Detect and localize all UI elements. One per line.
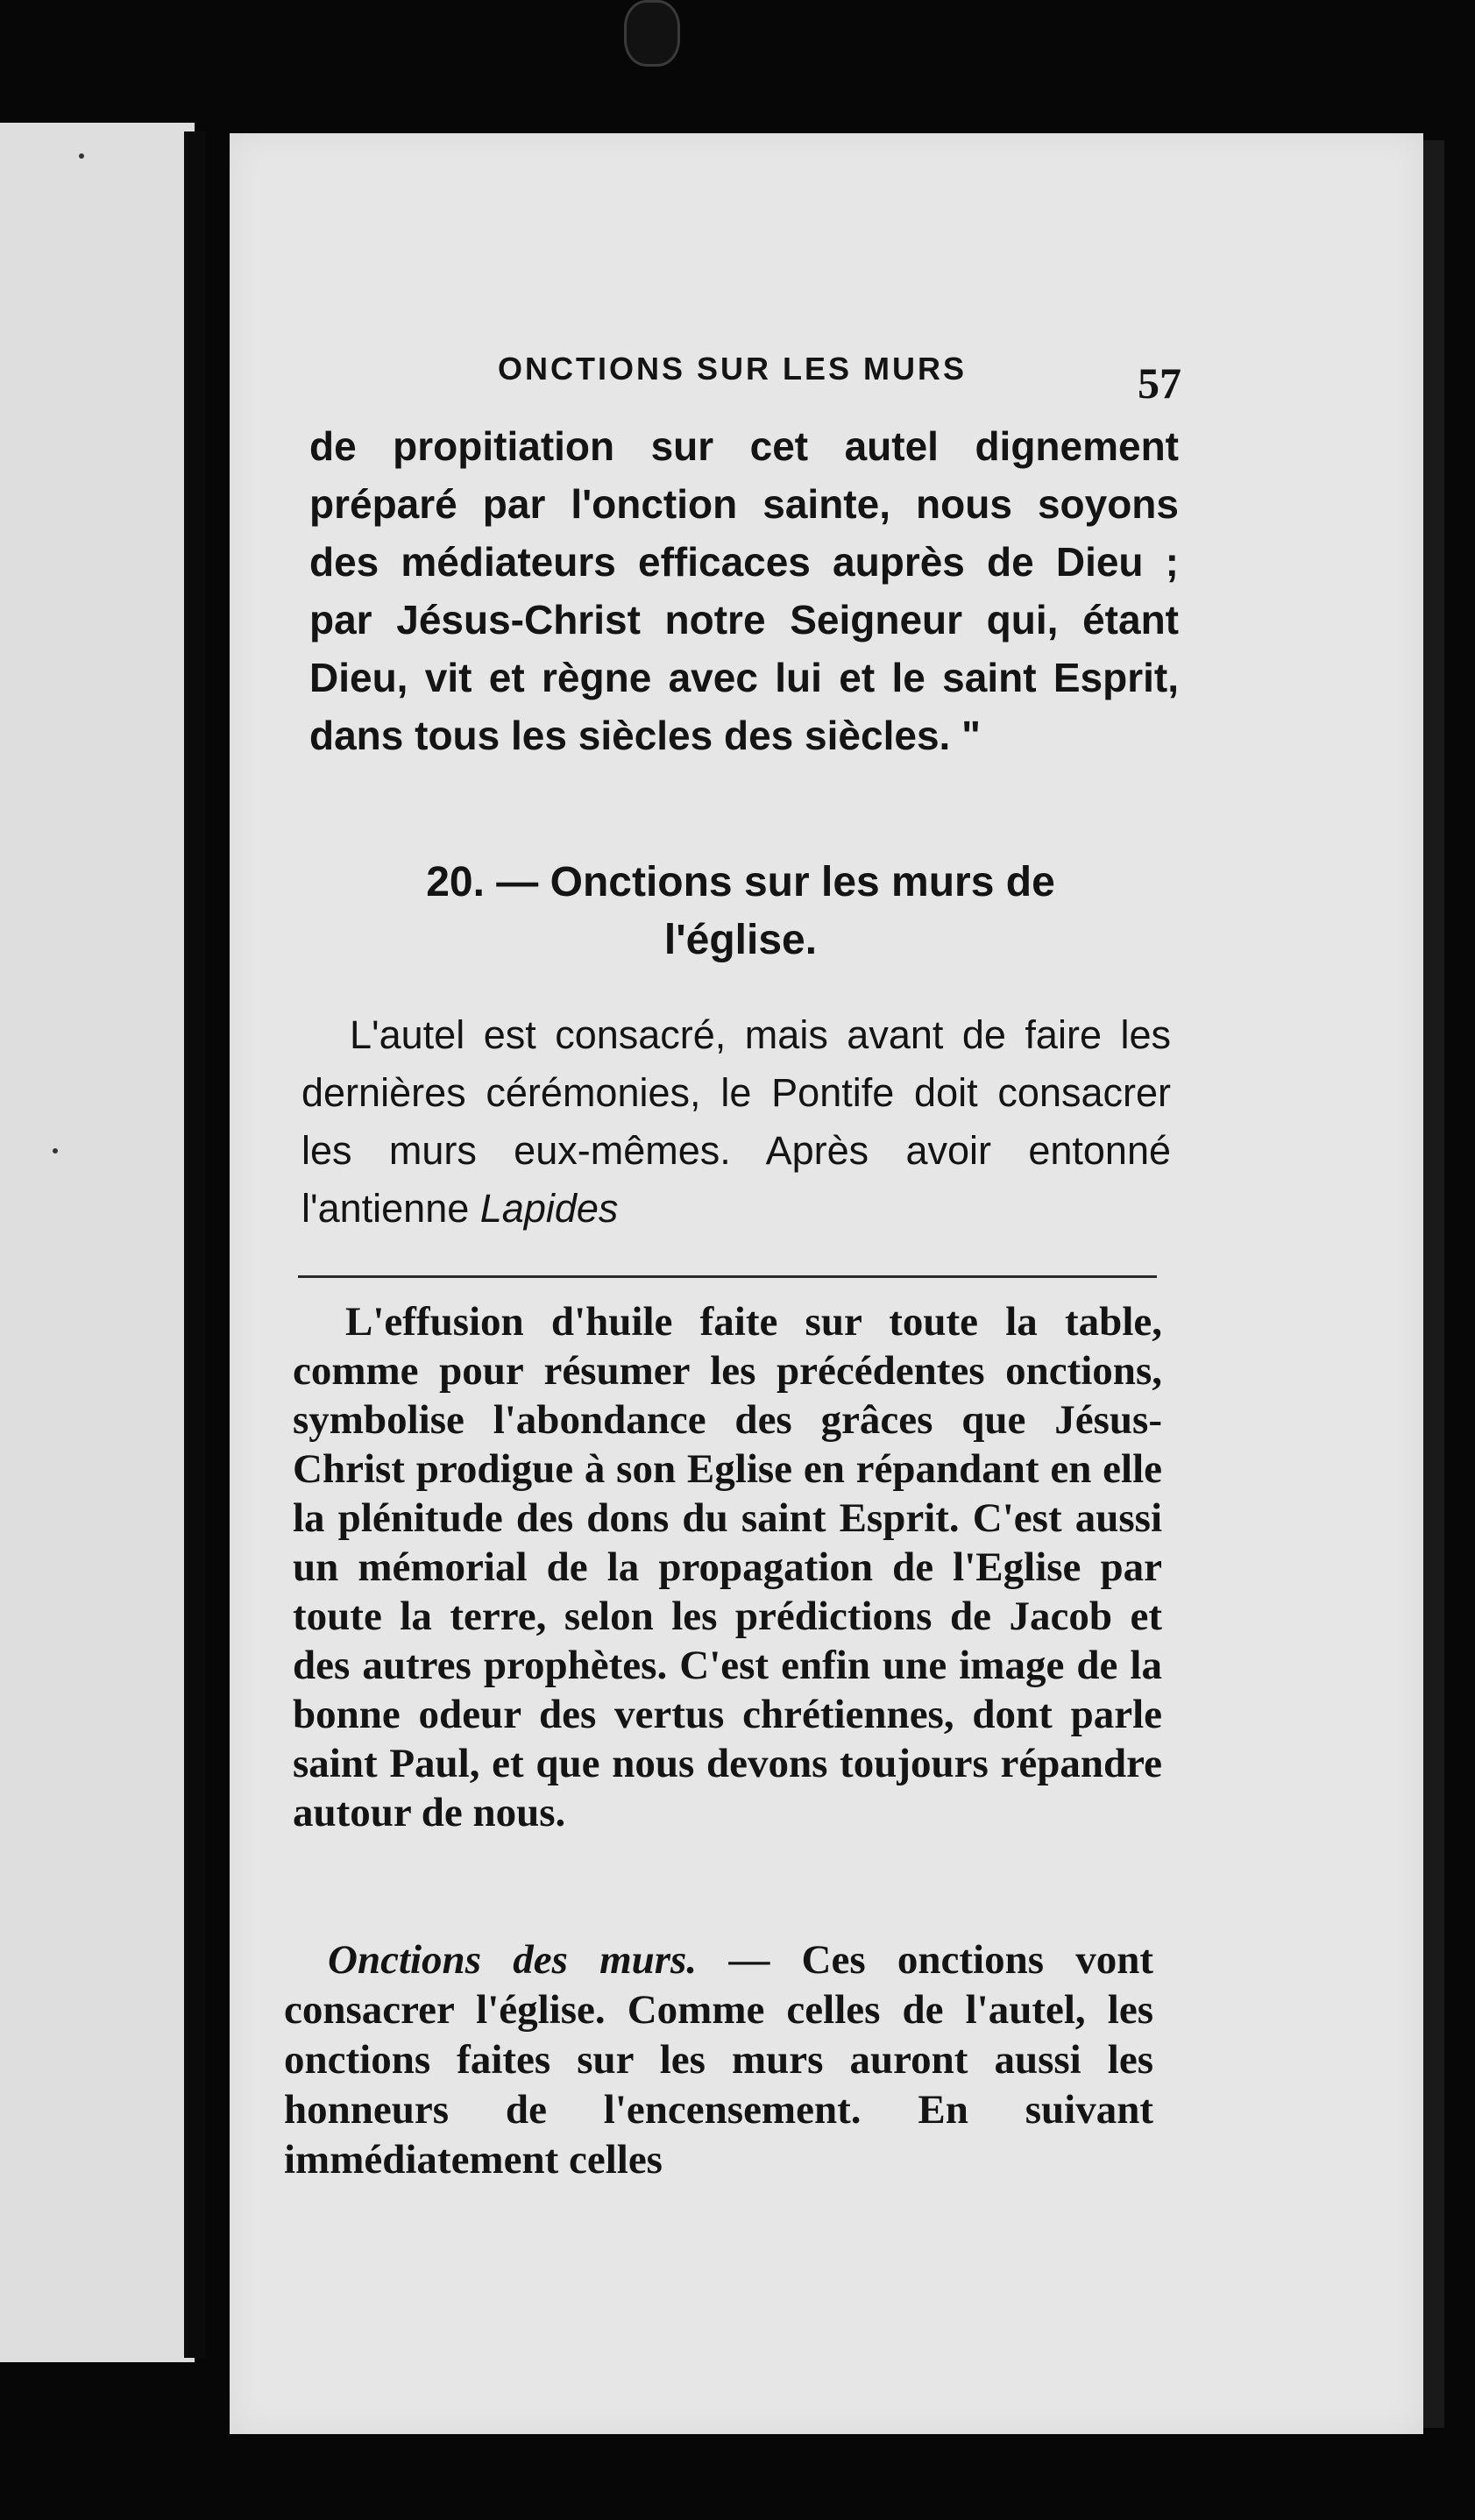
scan-speck [53,1148,58,1154]
section-heading: 20. — Onctions sur les murs de l'église. [426,859,1055,963]
left-page-edge [0,123,195,2362]
body-paragraph-italic: Lapides [479,1186,619,1231]
scan-speck [79,153,84,159]
page-number: 57 [1138,358,1181,408]
body-paragraph-text: L'autel est consacré, mais avant de faire les dernières cérémonies, le Pontife doit consacrer les murs eux-mêmes. Après avoir entonné l'antienne [301,1012,1171,1231]
running-head: ONCTIONS SUR LES MURS [498,351,968,387]
scan-artifact [624,0,680,67]
page-right-edge [1423,140,1444,2428]
body-paragraph [301,1006,1171,1238]
page-gutter [184,131,205,2358]
note-paragraph: L'effusion d'huile faite sur toute la table, comme pour résumer les précédentes onctions, symbolise l'abondance des grâces que Jésus-Christ prodigue à son Eglise en répandant en elle la plénitude des dons du saint Esprit. C'est aussi un mémorial de la propagation de l'Eglise par toute la terre, selon les prédictions de Jacob et des autres prophètes. C'est enfin une image de la bonne odeur des vertus chrétiennes, dont parle saint Paul, et que nous devons toujours répandre autour de nous. [293,1299,1162,1835]
note-paragraph-2-text: — Ces onctions vont consacrer l'église. Comme celles de l'autel, les onctions faites sur les murs auront aussi les honneurs de l'encensement. En suivant immédiatement celles [284,1937,1153,2183]
note-paragraph-2 [284,1935,1153,2185]
note-paragraph-2-italic: Onctions des murs. [328,1937,698,1983]
footnote-rule [298,1275,1157,1278]
continuation-paragraph: de propitiation sur cet autel dignement préparé par l'onction sainte, nous soyons des médiateurs efficaces auprès de Dieu ; par Jésus-Christ notre Seigneur qui, étant Dieu, vit et règne avec lui et le saint Esprit, dans tous les siècles des siècles. " [309,423,1179,758]
